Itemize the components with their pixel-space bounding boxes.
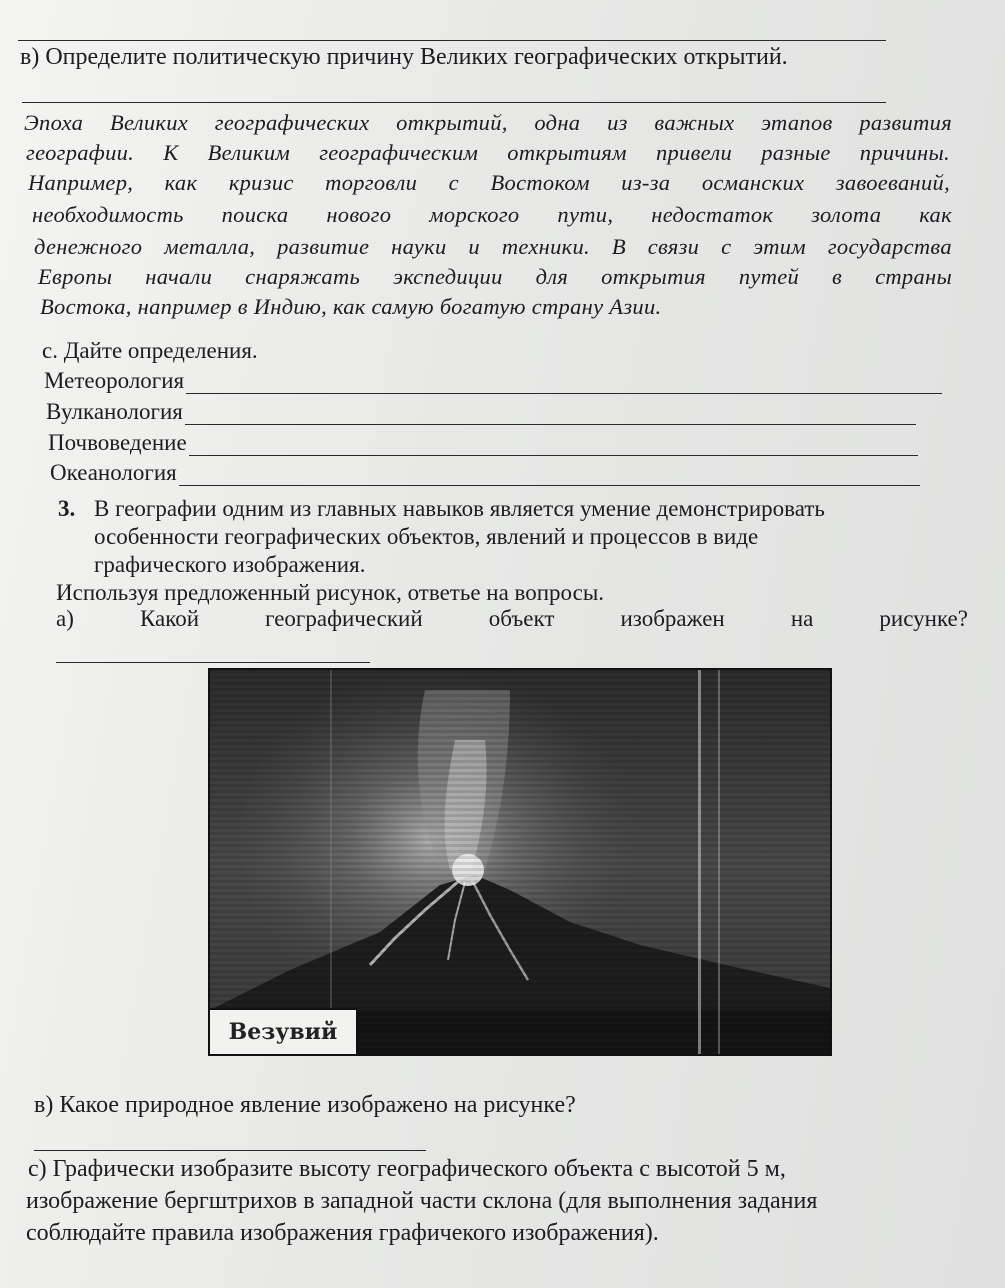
passage-word: привели [655, 140, 733, 165]
question-c-line: изображение бергштрихов в западной части склона (для выполнения задания [26, 1188, 818, 1214]
term-label: Почвоведение [48, 430, 187, 455]
passage-word: Великих [109, 110, 189, 135]
term-label: Вулканология [46, 399, 183, 424]
volcano-illustration [210, 670, 830, 1054]
question-a-geographic-object [56, 606, 968, 632]
passage-word: Великим [207, 140, 291, 165]
task3-text-line: В географии одним из главных навыков является умение демонстрировать [94, 496, 825, 521]
question-a-word: географический [265, 606, 423, 631]
passage-word: и [468, 234, 480, 259]
passage-line [38, 264, 952, 290]
passage-line [26, 140, 950, 166]
passage-word: пути, [557, 202, 614, 227]
passage-word: путей [738, 264, 800, 289]
question-c-line: с) Графически изобразите высоту географического объекта с высотой 5 м, [28, 1156, 786, 1182]
passage-word: недостаток [651, 202, 774, 227]
passage-word: В [611, 234, 626, 259]
question-v-natural-phenomenon: в) Какое природное явление изображено на рисунке? [34, 1092, 576, 1118]
passage-word: османских [701, 170, 805, 195]
passage-word: для [535, 264, 569, 289]
passage-word: металла, [164, 234, 256, 259]
passage-word: снаряжать [245, 264, 361, 289]
passage-line [28, 170, 950, 196]
answer-line[interactable] [185, 406, 916, 425]
passage-word: связи [647, 234, 700, 259]
passage-word: в [832, 264, 843, 289]
passage-word: экспедиции [392, 264, 503, 289]
task3-instruction: Используя предложенный рисунок, ответье на вопросы. [56, 580, 605, 605]
passage-word: морского [429, 202, 520, 227]
passage-word: разные [761, 140, 831, 165]
passage-line [24, 110, 952, 136]
definition-row-meteorology [44, 368, 942, 394]
passage-word: этим [753, 234, 806, 259]
passage-word: завоеваний, [835, 170, 950, 195]
task3-text-line: графического изображения. [94, 552, 366, 577]
section-c-heading: с. Дайте определения. [42, 338, 258, 363]
passage-word: причины. [859, 140, 950, 165]
passage-word: развития [859, 110, 952, 135]
passage-line [32, 202, 952, 228]
passage-word: открытий, [396, 110, 508, 135]
passage-word: одна [534, 110, 581, 135]
passage-word: географическим [319, 140, 479, 165]
passage-line [40, 294, 661, 320]
passage-word: географических [214, 110, 370, 135]
passage-word: Эпоха [24, 110, 84, 135]
passage-word: географии. [26, 140, 135, 165]
image-caption: Везувий [210, 1008, 358, 1054]
task3-text-line: особенности географических объектов, явлений и процессов в виде [94, 524, 759, 549]
answer-line[interactable] [179, 467, 920, 486]
passage-word: Востока, например в Индию, как самую богатую страну Азии. [40, 294, 662, 319]
question-a-word: на [790, 606, 814, 631]
passage-word: Например, [28, 170, 134, 195]
passage-word: необходимость [32, 202, 184, 227]
answer-line-v2[interactable] [34, 1150, 426, 1151]
passage-word: поиска [221, 202, 289, 227]
definition-row-soil-science [48, 430, 918, 456]
passage-word: торговли [325, 170, 418, 195]
answer-line-a[interactable] [56, 662, 370, 663]
question-a-word: рисунке? [879, 606, 968, 631]
passage-word: открытиям [507, 140, 627, 165]
top-rule [18, 40, 886, 41]
question-a-word: а) [56, 606, 74, 631]
answer-line[interactable] [186, 375, 942, 394]
passage-word: с [448, 170, 459, 195]
passage-word: начали [145, 264, 213, 289]
passage-word: из-за [621, 170, 671, 195]
question-a-word: Какой [139, 606, 200, 631]
passage-line [34, 234, 952, 260]
answer-line[interactable] [189, 437, 918, 456]
question-a-word: объект [488, 606, 555, 631]
passage-word: открытия [601, 264, 706, 289]
question-a-word: изображен [620, 606, 725, 631]
passage-word: денежного [34, 234, 143, 259]
question-v-political-reason: в) Определите политическую причину Великих географических открытий. [20, 44, 788, 70]
passage-word: кризис [228, 170, 294, 195]
passage-word: страны [875, 264, 952, 289]
passage-word: К [163, 140, 179, 165]
task3-number: 3. [58, 496, 76, 521]
passage-word: Востоком [490, 170, 590, 195]
answer-line-v[interactable] [22, 102, 886, 103]
passage-word: Европы [38, 264, 113, 289]
passage-word: как [164, 170, 198, 195]
passage-word: науки [391, 234, 447, 259]
passage-word: важных [654, 110, 735, 135]
definition-row-oceanology [50, 460, 920, 486]
term-label: Океанология [50, 460, 177, 485]
passage-word: развитие [277, 234, 370, 259]
passage-word: золота [811, 202, 882, 227]
passage-word: государства [827, 234, 952, 259]
passage-word: нового [326, 202, 392, 227]
passage-word: техники. [501, 234, 590, 259]
passage-word: этапов [761, 110, 833, 135]
passage-word: из [607, 110, 628, 135]
vesuvius-photo [208, 668, 832, 1056]
passage-word: как [919, 202, 952, 227]
term-label: Метеорология [44, 368, 185, 393]
question-c-line: соблюдайте правила изображения графичекого изображения). [26, 1220, 659, 1246]
passage-word: с [721, 234, 732, 259]
definition-row-volcanology [46, 399, 916, 425]
